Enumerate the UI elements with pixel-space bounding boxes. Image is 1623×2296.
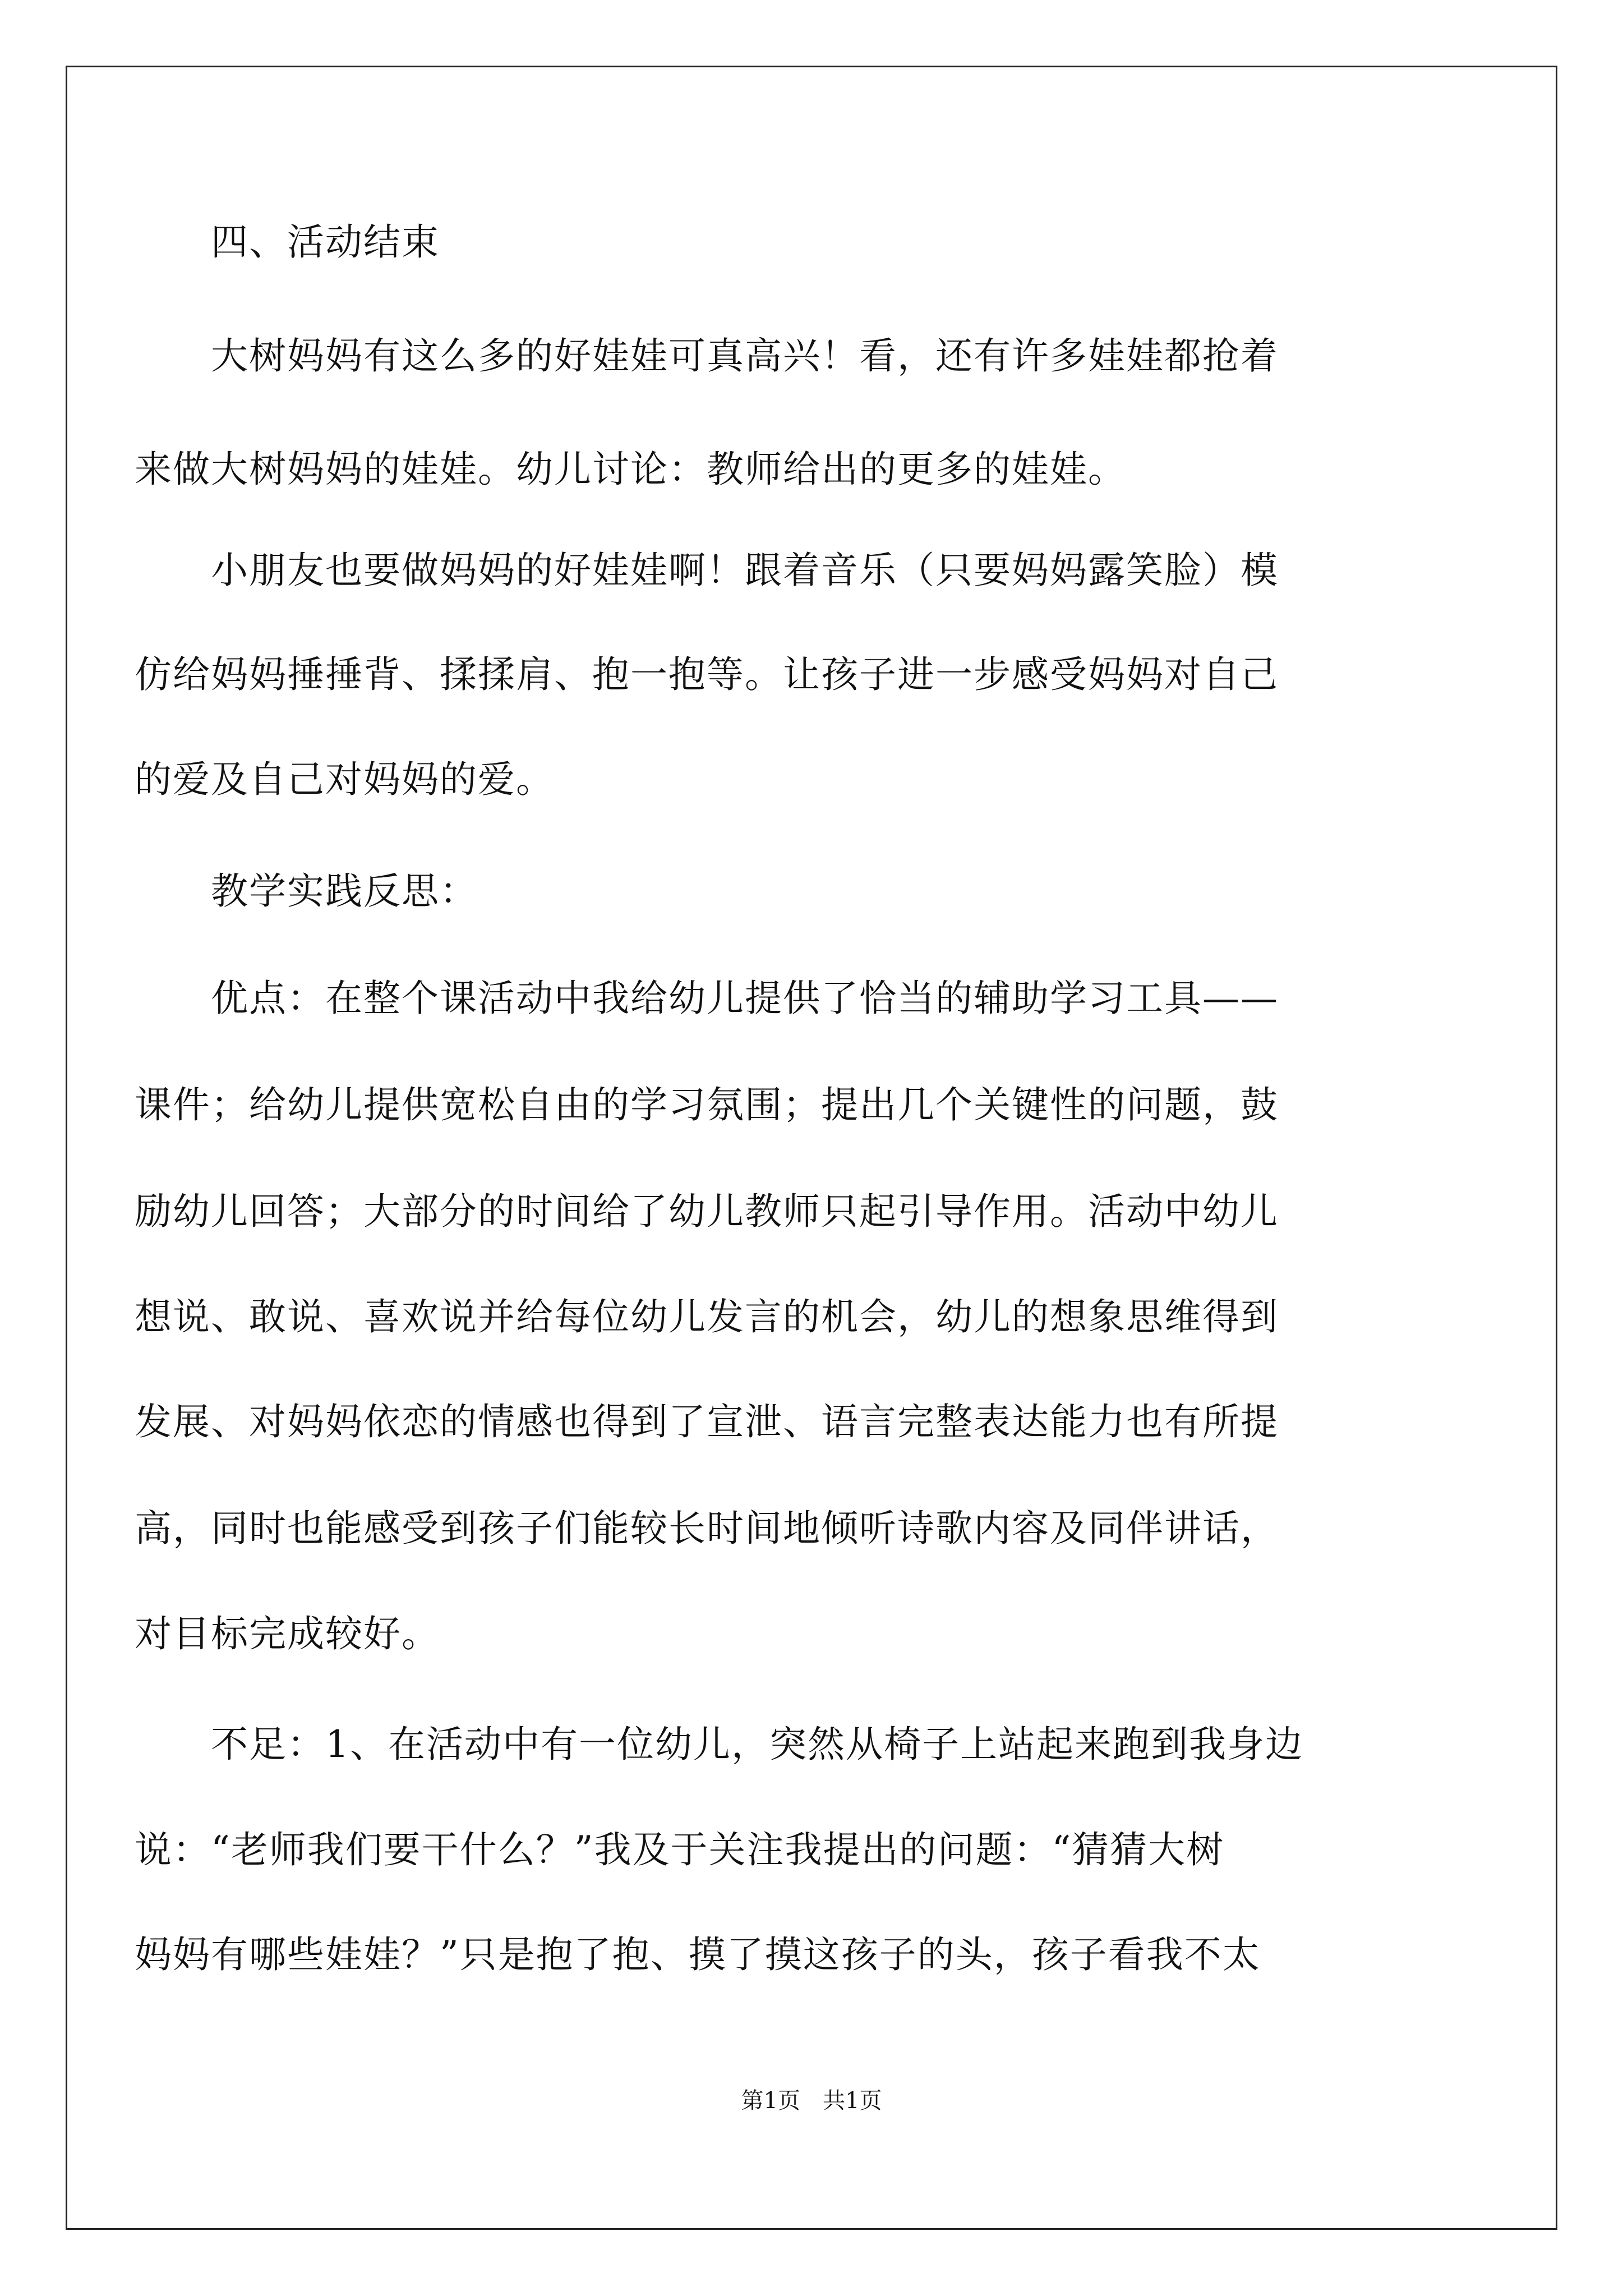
paragraph-line: 小朋友也要做妈妈的好娃娃啊！跟着音乐（只要妈妈露笑脸）模 [135,549,1279,592]
page-border [66,66,1557,2230]
paragraph-line: 的爱及自己对妈妈的爱。 [135,758,554,801]
paragraph-line: 大树妈妈有这么多的好娃娃可真高兴！看，还有许多娃娃都抢着 [135,334,1279,378]
paragraph-line: 优点：在整个课活动中我给幼儿提供了恰当的辅助学习工具—— [135,977,1279,1020]
paragraph-line: 来做大树妈妈的娃娃。幼儿讨论：教师给出的更多的娃娃。 [135,448,1126,491]
paragraph-line: 课件；给幼儿提供宽松自由的学习氛围；提出几个关键性的问题，鼓 [135,1083,1279,1126]
paragraph-line: 妈妈有哪些娃娃？”只是抱了抱、摸了摸这孩子的头，孩子看我不太 [135,1933,1261,1976]
paragraph-line: 想说、敢说、喜欢说并给每位幼儿发言的机会，幼儿的想象思维得到 [135,1295,1279,1338]
paragraph-line: 四、活动结束 [135,220,440,264]
paragraph-line: 励幼儿回答；大部分的时间给了幼儿教师只起引导作用。活动中幼儿 [135,1190,1279,1233]
paragraph-line: 发展、对妈妈依恋的情感也得到了宣泄、语言完整表达能力也有所提 [135,1400,1279,1443]
page-number: 第1页 共1页 [741,2088,882,2114]
paragraph-line: 说：“老师我们要干什么？”我及于关注我提出的问题：“猜猜大树 [135,1828,1225,1871]
paragraph-line: 高，同时也能感受到孩子们能较长时间地倾听诗歌内容及同伴讲话， [135,1507,1279,1550]
paragraph-line: 仿给妈妈捶捶背、揉揉肩、抱一抱等。让孩子进一步感受妈妈对自己 [135,653,1279,696]
paragraph-line: 对目标完成较好。 [135,1612,440,1655]
page-footer [0,2087,1623,2115]
paragraph-line: 不足：1、在活动中有一位幼儿，突然从椅子上站起来跑到我身边 [135,1723,1303,1766]
section-heading: 教学实践反思： [135,869,478,913]
